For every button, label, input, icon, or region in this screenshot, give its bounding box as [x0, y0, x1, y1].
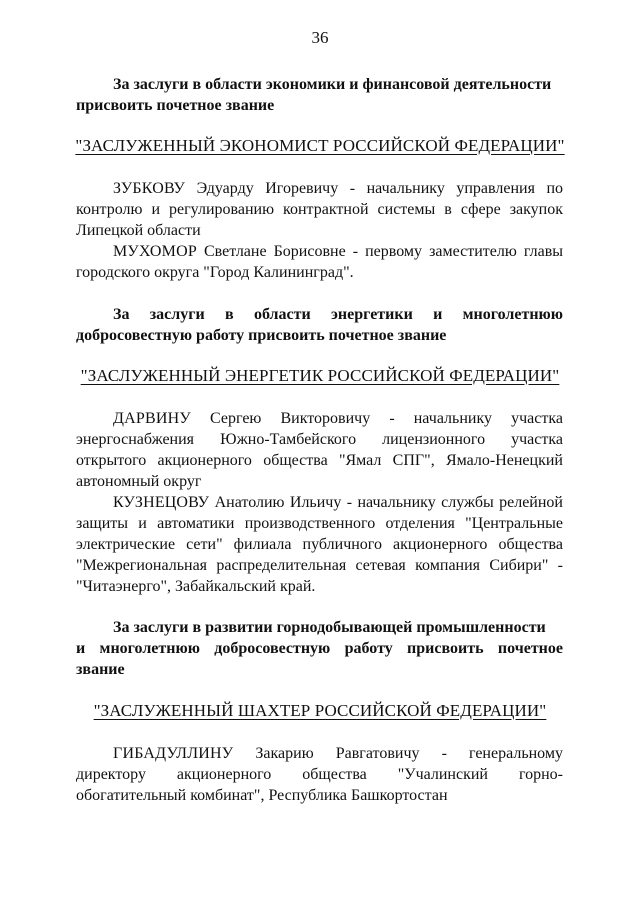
recipient-details: Анатолию Ильичу - начальнику службы релейной защиты и автоматики производственного отделения "Центральные электрические сети" филиала публичного акционерного общества "Межрегиональная распределительная сетевая компания Сибири" - "Читаэнерго", Забайкальский край. [76, 494, 563, 595]
award-heading-economist [76, 74, 563, 116]
recipient-entry [76, 241, 563, 283]
recipient-entry [76, 178, 563, 241]
heading-line: присвоить почетное звание [76, 97, 275, 114]
recipient-details: Закарию Равгатовичу - генеральному директору акционерного общества "Учалинский горно-обогатительный комбинат", Республика Башкортостан [76, 745, 563, 804]
recipient-details: Сергею Викторовичу - начальнику участка энергоснабжения Южно-Тамбейского лицензионного участка открытого акционерного общества "Ямал СПГ", Ямало-Ненецкий автономный округ [76, 410, 563, 490]
award-title-miner: "ЗАСЛУЖЕННЫЙ ШАХТЕР РОССИЙСКОЙ ФЕДЕРАЦИИ" [93, 701, 547, 720]
recipient-entry [76, 743, 563, 806]
recipients-economist [76, 178, 563, 283]
heading-line: добросовестную работу присвоить почетное звание [76, 327, 447, 344]
recipient-surname: ЗУБКОВУ [113, 180, 186, 197]
award-heading-miner [76, 617, 563, 680]
recipient-surname: ГИБАДУЛЛИНУ [113, 745, 234, 762]
heading-line: звание [76, 661, 125, 678]
recipient-entry [76, 408, 563, 492]
heading-line: За заслуги в области энергетики и многолетнюю [113, 306, 563, 323]
heading-line: и многолетнюю добросовестную работу присвоить почетное [76, 640, 563, 657]
recipient-surname: ДАРВИНУ [113, 410, 191, 427]
award-title-economist: "ЗАСЛУЖЕННЫЙ ЭКОНОМИСТ РОССИЙСКОЙ ФЕДЕРАЦИИ" [75, 136, 565, 155]
recipients-miner [76, 743, 563, 806]
heading-line: За заслуги в развитии горнодобывающей промышленности [113, 619, 546, 636]
page-number: 36 [311, 28, 329, 47]
award-title-energy: "ЗАСЛУЖЕННЫЙ ЭНЕРГЕТИК РОССИЙСКОЙ ФЕДЕРАЦИИ" [80, 366, 560, 385]
recipient-surname: МУХОМОР [113, 243, 197, 260]
award-heading-energy [76, 304, 563, 346]
recipient-details: Эдуарду Игоревичу - начальнику управления по контролю и регулированию контрактной системы в сфере закупок Липецкой области [76, 180, 563, 239]
recipient-surname: КУЗНЕЦОВУ [113, 494, 210, 511]
recipient-details: Светлане Борисовне - первому заместителю главы городского округа "Город Калининград". [76, 243, 563, 281]
recipients-energy [76, 408, 563, 597]
recipient-entry [76, 492, 563, 597]
heading-line: За заслуги в области экономики и финансовой деятельности [113, 76, 552, 93]
